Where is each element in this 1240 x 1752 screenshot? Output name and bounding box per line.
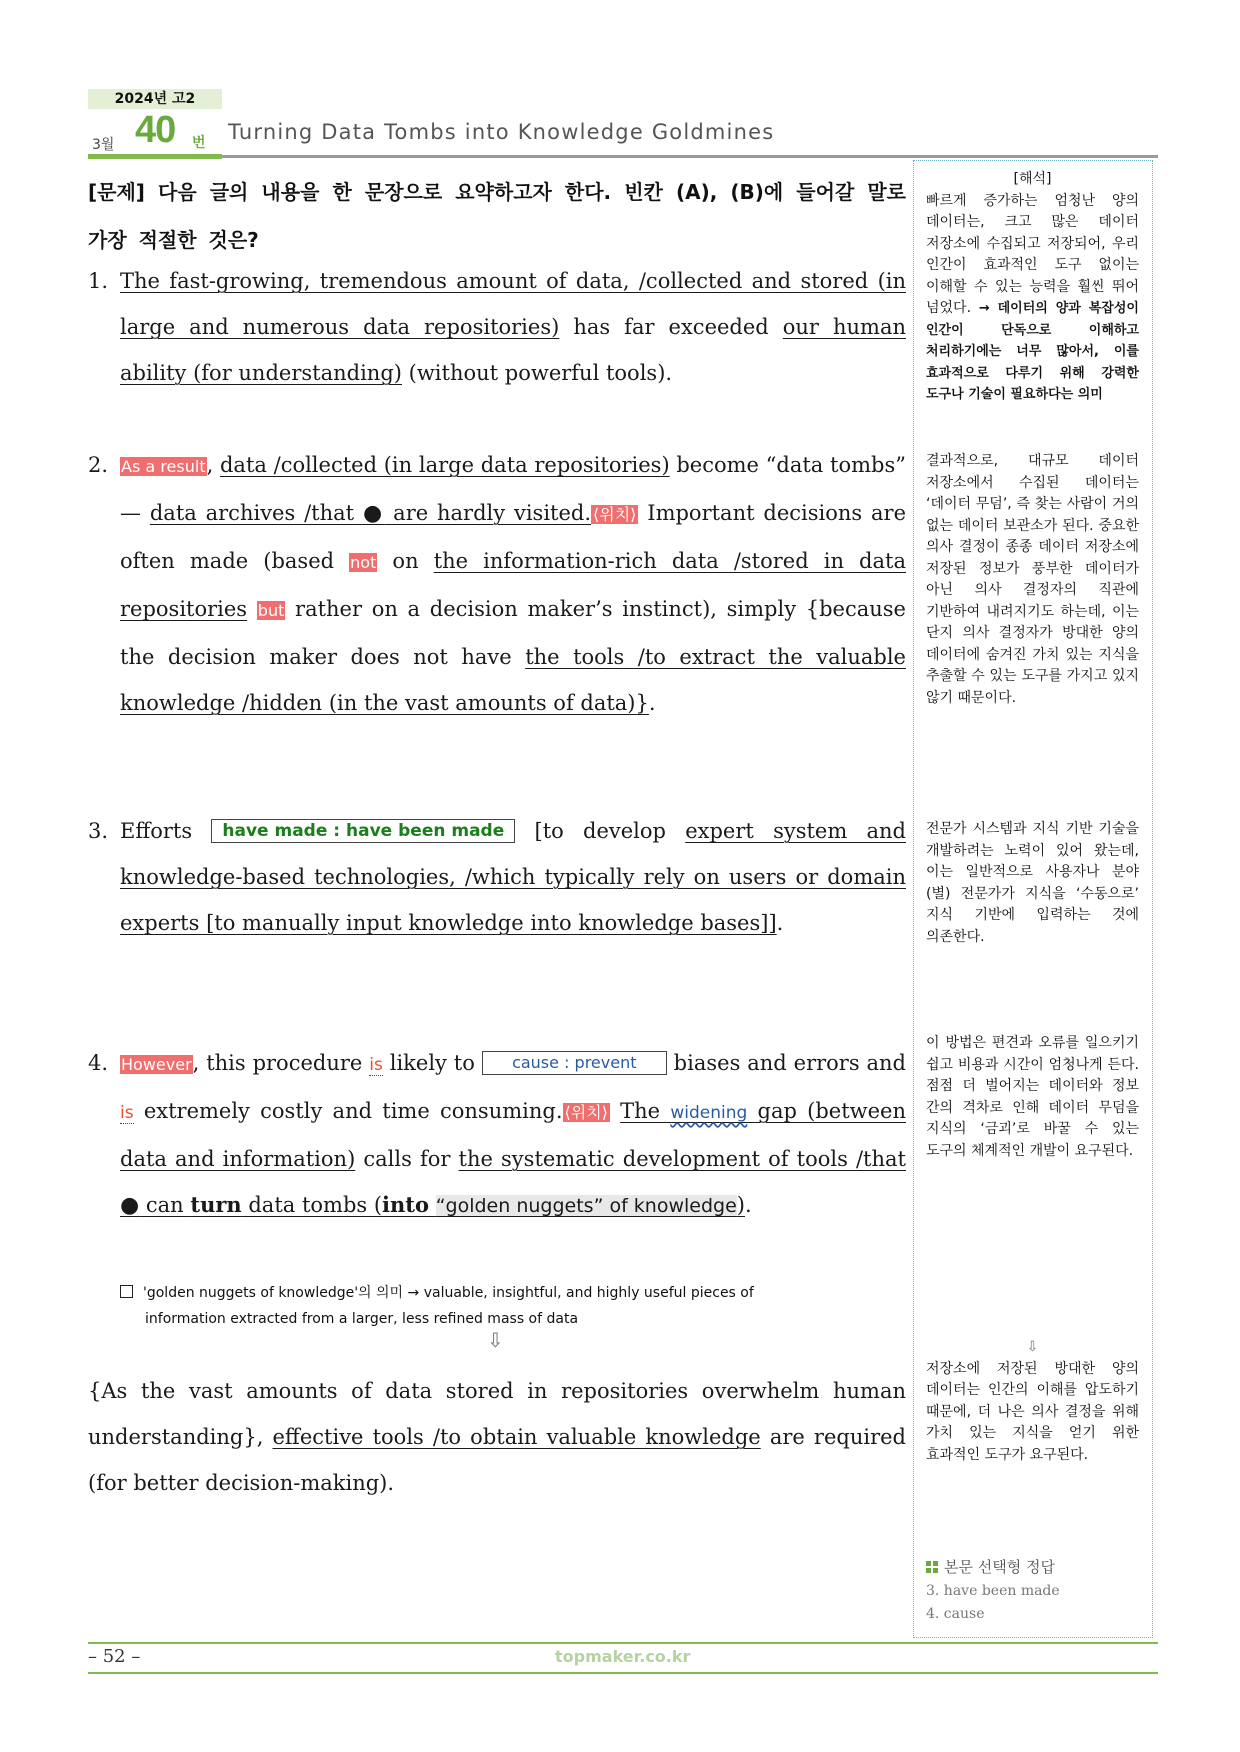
paragraph-number: 2. bbox=[88, 453, 109, 477]
text: are hardly visited. bbox=[384, 501, 592, 525]
text: turn bbox=[190, 1192, 242, 1217]
paragraph-text bbox=[120, 808, 906, 946]
underlined-phrase: The fast-growing, tremendous amount of data, /collected and stored (in large and numerous data repositories) bbox=[120, 269, 906, 339]
paragraph-number: 3. bbox=[88, 819, 109, 843]
text: rather on a decision maker’s instinct), simply {because the decision maker does not have bbox=[120, 597, 906, 669]
question-number: 40 bbox=[135, 109, 176, 151]
highlight-keyword: not bbox=[350, 553, 377, 572]
question-header bbox=[88, 109, 1158, 154]
text: Efforts bbox=[120, 819, 212, 843]
text: become “data tombs” — bbox=[120, 453, 906, 525]
underlined-phrase: the information-rich data /stored in data repositories bbox=[120, 549, 906, 621]
paragraph-4 bbox=[88, 1040, 906, 1229]
text: are required (for better decision-making). bbox=[88, 1425, 906, 1495]
header-divider-accent bbox=[88, 154, 222, 159]
page-number: – 52 – bbox=[88, 1646, 141, 1667]
text: gap (between data and information) bbox=[120, 1099, 906, 1171]
translation-heading: [해석] bbox=[1013, 171, 1052, 187]
translation-1 bbox=[926, 169, 1139, 406]
checkbox-square-icon bbox=[120, 1285, 133, 1298]
translation-5 bbox=[926, 1337, 1139, 1466]
underlined-phrase: our human ability (for understanding) bbox=[120, 315, 907, 385]
text: data tombs ( bbox=[241, 1193, 383, 1217]
text: (without powerful tools). bbox=[401, 361, 673, 385]
translation-3: 전문가 시스템과 지식 기반 기술을 개발하려는 노력이 있어 왔는데, 이는 일반적으로 사용자나 분야(별) 전문가가 지식을 ‘수동으로’ 지식 기반에 입력하는 것에 의존한다. bbox=[926, 821, 1139, 945]
summary-sentence bbox=[88, 1368, 906, 1506]
text: likely to bbox=[382, 1051, 482, 1075]
header-divider bbox=[222, 155, 1158, 158]
paragraph-number: 4. bbox=[88, 1051, 109, 1075]
translation-text: 빠르게 증가하는 엄청난 양의 데이터는, 크고 많은 데이터 저장소에 수집되고 저장되어, 우리 인간이 효과적인 도구 없이는 이해할 수 있는 능력을 훨씬 뛰어 넘었다. bbox=[926, 192, 1139, 316]
choice-box[interactable]: cause : prevent bbox=[482, 1051, 667, 1075]
text: , bbox=[206, 453, 220, 477]
highlight-connector: As a result bbox=[121, 457, 206, 476]
underlined-phrase: effective tools /to obtain valuable knowledge bbox=[272, 1425, 761, 1449]
answer-item: 3. have been made bbox=[926, 1583, 1060, 1599]
translation-text: 저장소에 저장된 방대한 양의 데이터는 인간의 이해를 압도하기 때문에, 더 나은 의사 결정을 위해 가치 있는 지식을 얻기 위한 효과적인 도구가 요구된다. bbox=[926, 1360, 1139, 1463]
problem-statement: [문제] 다음 글의 내용을 한 문장으로 요약하고자 한다. 빈칸 (A), (B)에 들어갈 말로 가장 적절한 것은? bbox=[88, 180, 906, 252]
underlined-phrase: expert system and knowledge-based technologies, /which typically rely on users or domain experts [to manually input knowledge into knowledge bases]] bbox=[120, 819, 906, 935]
position-badge: ⟨위치⟩ bbox=[564, 1103, 608, 1122]
text: . bbox=[745, 1193, 752, 1217]
underlined-phrase: the tools /to extract the valuable knowledge /hidden (in the vast amounts of data)} bbox=[120, 645, 906, 715]
text: The bbox=[620, 1099, 671, 1123]
question-suffix: 번 bbox=[192, 135, 206, 151]
text: , this procedure bbox=[192, 1051, 370, 1075]
text bbox=[247, 597, 257, 621]
site-watermark: topmaker.co.kr bbox=[555, 1647, 691, 1666]
grid-bullet-icon bbox=[926, 1561, 938, 1573]
text: has far exceeded bbox=[559, 315, 783, 339]
year-grade-tag: 2024년 고2 bbox=[88, 89, 222, 109]
text: data archives /that bbox=[149, 501, 363, 525]
problem-section bbox=[88, 168, 906, 264]
note-line: information extracted from a larger, less refined mass of data bbox=[145, 1311, 579, 1327]
text bbox=[610, 1099, 620, 1123]
position-badge: ⟨위치⟩ bbox=[593, 505, 637, 524]
verb-mark: is bbox=[120, 1103, 134, 1123]
highlight-keyword: but bbox=[257, 601, 285, 620]
paragraph-1 bbox=[88, 258, 906, 396]
omission-marker-icon: ● bbox=[362, 501, 385, 526]
underlined-phrase: data /collected (in large data repositories) bbox=[219, 453, 670, 477]
key-phrase: “golden nuggets” of knowledge bbox=[435, 1195, 737, 1217]
text bbox=[429, 1193, 436, 1217]
translation-explanation: → 데이터의 양과 복잡성이 인간이 단독으로 이해하고 처리하기에는 너무 많아서, 이를 효과적으로 다루기 위해 강력한 도구나 기술이 필요하다는 의미 bbox=[926, 301, 1139, 402]
text: the systematic development of tools /that bbox=[458, 1147, 906, 1171]
text: can bbox=[139, 1193, 191, 1217]
note-line: 'golden nuggets of knowledge'의 의미 → valuable, insightful, and highly useful pieces of bbox=[143, 1285, 754, 1301]
paragraph-text bbox=[120, 1040, 906, 1229]
paragraph-number: 1. bbox=[88, 269, 109, 293]
text: . bbox=[776, 911, 784, 935]
paragraph-text bbox=[120, 258, 906, 396]
exam-month: 3월 bbox=[92, 137, 115, 153]
answer-item: 4. cause bbox=[926, 1606, 985, 1622]
choice-box[interactable]: have made : have been made bbox=[211, 819, 515, 843]
text: . bbox=[648, 691, 656, 715]
arrow-down-icon: ⇩ bbox=[487, 1328, 504, 1352]
text: {As the vast amounts of data stored in repositories overwhelm human understanding}, bbox=[88, 1379, 906, 1449]
omission-marker-icon: ● bbox=[120, 1193, 140, 1218]
highlight-connector: However bbox=[121, 1055, 192, 1074]
wavy-marked-word: widening bbox=[670, 1103, 748, 1123]
paragraph-3 bbox=[88, 808, 906, 946]
answer-heading: 본문 선택형 정답 bbox=[944, 1558, 1055, 1576]
text: extremely costly and time consuming. bbox=[133, 1099, 563, 1123]
passage-title: Turning Data Tombs into Knowledge Goldmines bbox=[228, 120, 775, 144]
paragraph-text bbox=[120, 442, 906, 726]
footer-divider bbox=[88, 1642, 1158, 1644]
text: [to develop bbox=[515, 819, 686, 843]
translation-2: 결과적으로, 대규모 데이터 저장소에서 수집된 데이터는 ‘데이터 무덤’, 즉 찾는 사람이 거의 없는 데이터 보관소가 된다. 중요한 의사 결정이 종종 데이터 저장소에 저장된 정보가 풍부한 데이터가 아닌 의사 결정자의 직관에 기반하여 내려지기도 하는데, 이는 단지 의사 결정자가 방대한 양의 데이터에 숨겨진 가치 있는 지식을 추출할 수 있는 도구를 가지고 있지 않기 때문이다. bbox=[926, 453, 1139, 706]
verb-mark: is bbox=[369, 1055, 383, 1075]
text: into bbox=[382, 1192, 429, 1217]
meaning-note bbox=[120, 1280, 906, 1332]
paragraph-text bbox=[88, 1379, 906, 1495]
answer-key bbox=[926, 1556, 1060, 1626]
translation-panel bbox=[913, 160, 1153, 1638]
text: Important decisions are often made (based bbox=[120, 501, 907, 573]
paragraph-2 bbox=[88, 442, 906, 726]
translation-4: 이 방법은 편견과 오류를 일으키기 쉽고 비용과 시간이 엄청나게 든다. 점점 더 벌어지는 데이터와 정보 간의 격차로 인해 데이터 무덤을 지식의 ‘금괴’로 바꿀 수 있는 도구의 체계적인 개발이 요구된다. bbox=[926, 1035, 1139, 1159]
underlined-phrase bbox=[150, 501, 591, 525]
text: ) bbox=[736, 1193, 745, 1217]
text: on bbox=[377, 549, 434, 573]
text: calls for bbox=[355, 1147, 459, 1171]
arrow-down-icon: ⇩ bbox=[1026, 1339, 1039, 1355]
footer-divider bbox=[88, 1672, 1158, 1674]
text: biases and errors and bbox=[666, 1051, 906, 1075]
